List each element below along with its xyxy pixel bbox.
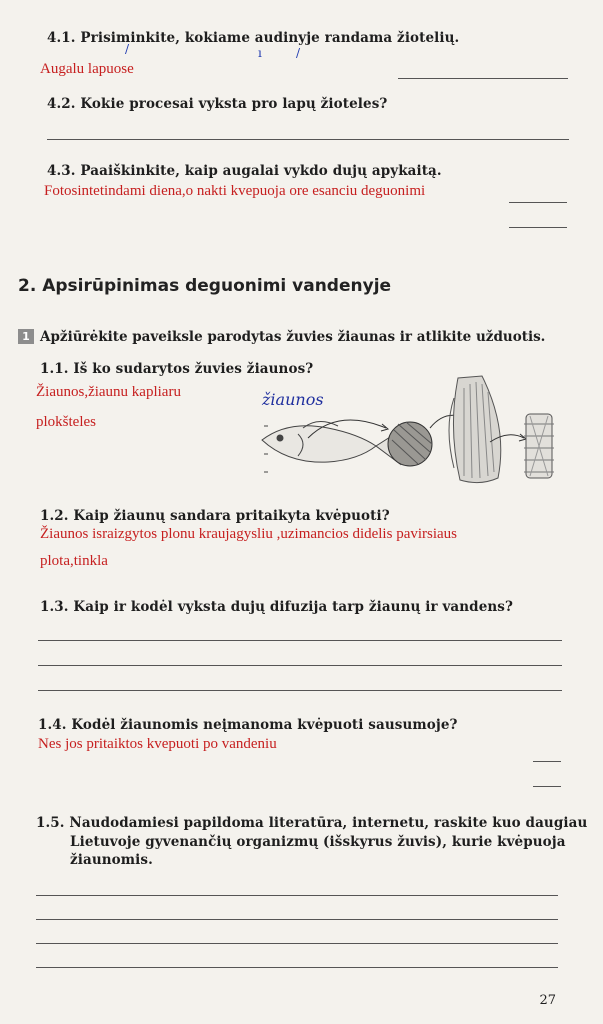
question-4-3: 4.3. Paaiškinkite, kaip augalai vykdo dujų apykaitą. xyxy=(47,163,442,179)
answer-1-4: Nes jos pritaiktos kvepuoti po vandeniu xyxy=(38,736,277,752)
handwritten-note: žiaunos xyxy=(262,390,324,409)
question-1-2: 1.2. Kaip žiaunų sandara pritaikyta kvėpuoti? xyxy=(40,508,390,524)
gill-arches-detail xyxy=(388,422,432,466)
answer-line xyxy=(38,690,562,691)
fish-icon xyxy=(262,421,400,464)
answer-line xyxy=(38,640,562,641)
task-1-text: Apžiūrėkite paveiksle parodytas žuvies žiaunas ir atlikite užduotis. xyxy=(40,329,546,345)
answer-line xyxy=(533,761,561,762)
question-4-2: 4.2. Kokie procesai vyksta pro lapų žioteles? xyxy=(47,96,388,112)
answer-line xyxy=(36,967,558,968)
answer-line xyxy=(47,139,569,140)
fish-gill-figure xyxy=(258,368,558,490)
question-1-3: 1.3. Kaip ir kodėl vyksta dujų difuzija tarp žiaunų ir vandens? xyxy=(40,599,514,615)
task-badge: 1 xyxy=(18,329,34,344)
question-1-5-line2: Lietuvoje gyvenančių organizmų (išskyrus žuvis), kurie kvėpuoja xyxy=(70,834,566,850)
question-1-1: 1.1. Iš ko sudarytos žuvies žiaunos? xyxy=(40,361,314,377)
answer-line xyxy=(398,78,568,79)
answer-1-2-line2: plota,tinkla xyxy=(40,553,108,569)
answer-line xyxy=(509,202,567,203)
answer-line xyxy=(36,943,558,944)
section-title: 2. Apsirūpinimas deguonimi vandenyje xyxy=(18,276,392,296)
gill-filament-detail xyxy=(449,376,501,483)
answer-line xyxy=(533,786,561,787)
pen-mark: / xyxy=(296,46,301,60)
answer-4-1: Augalu lapuose xyxy=(40,61,134,77)
gill-lamella-detail xyxy=(524,414,554,478)
question-4-1: 4.1. Prisiminkite, kokiame audinyje randama žiotelių. xyxy=(47,30,460,46)
pen-mark: / xyxy=(125,42,130,56)
answer-1-1-line2: plokšteles xyxy=(36,414,96,430)
answer-line xyxy=(509,227,567,228)
question-1-5-line1: 1.5. Naudodamiesi papildoma literatūra, internetu, raskite kuo daugiau xyxy=(36,815,588,831)
pen-mark: ı xyxy=(258,46,262,60)
page-number: 27 xyxy=(539,993,556,1008)
answer-line xyxy=(36,895,558,896)
question-1-5-line3: žiaunomis. xyxy=(70,852,153,868)
answer-1-1-line1: Žiaunos,žiaunu kapliaru xyxy=(36,384,181,400)
task-1-instruction xyxy=(18,329,545,345)
answer-line xyxy=(38,665,562,666)
answer-line xyxy=(36,919,558,920)
answer-4-3: Fotosintetindami diena,o nakti kvepuoja ore esanciu deguonimi xyxy=(44,183,426,199)
question-1-4: 1.4. Kodėl žiaunomis neįmanoma kvėpuoti sausumoje? xyxy=(38,717,458,733)
answer-1-2-line1: Žiaunos israizgytos plonu kraujagysliu ,uzimancios didelis pavirsiaus xyxy=(40,526,458,542)
